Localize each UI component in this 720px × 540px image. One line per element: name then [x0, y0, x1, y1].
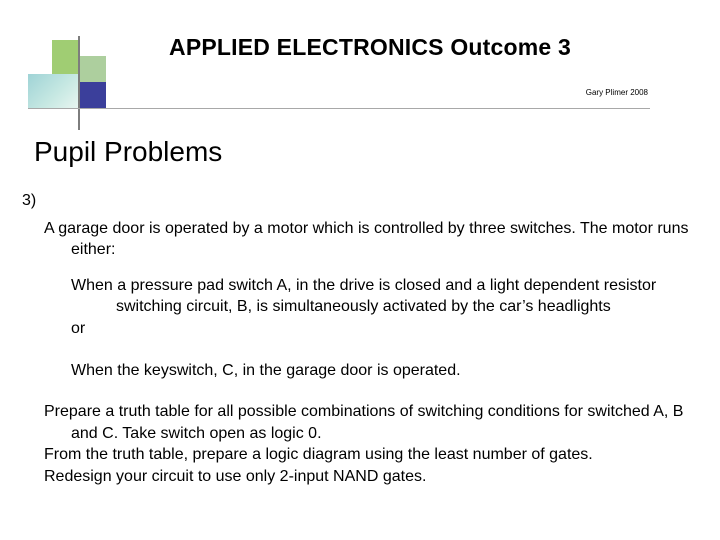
logo-square-navy: [80, 82, 106, 108]
question-number: 3): [22, 192, 37, 209]
slide-title: APPLIED ELECTRONICS Outcome 3: [169, 34, 571, 60]
task-2: From the truth table, prepare a logic diagram using the least number of gates.: [44, 446, 593, 464]
question-intro: A garage door is operated by a motor which is controlled by three switches. The motor runs either:: [44, 219, 689, 259]
header-rule: [28, 108, 650, 109]
question-body: [22, 190, 692, 488]
task-1: Prepare a truth table for all possible combinations of switching conditions for switched A, B and C. Take switch open as logic 0.: [44, 403, 684, 442]
task-3: Redesign your circuit to use only 2-input NAND gates.: [44, 467, 427, 485]
author-credit: Gary Plimer 2008: [585, 88, 648, 97]
logo-square-teal: [28, 74, 78, 108]
logo-square-green: [52, 40, 78, 74]
logo-square-light-green: [80, 56, 106, 82]
condition-1: When a pressure pad switch A, in the drive is closed and a light dependent resistor switching circuit, B, is simultaneously activated by the car’s headlights: [71, 276, 657, 316]
condition-2: When the keyswitch, C, in the garage door is operated.: [71, 361, 461, 379]
corner-logo: [0, 0, 130, 130]
section-heading: Pupil Problems: [34, 136, 223, 167]
condition-connector: or: [71, 319, 86, 337]
logo-vertical-rule: [78, 36, 80, 130]
